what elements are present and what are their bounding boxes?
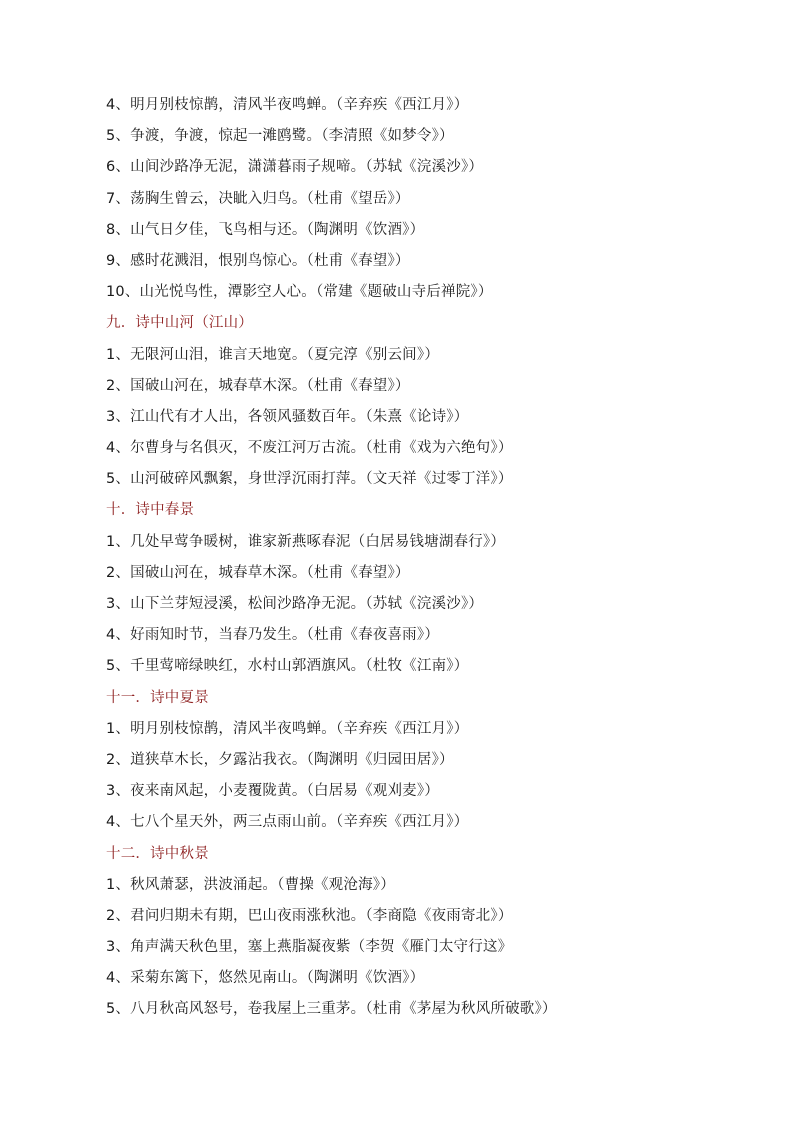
poem-line: 1、几处早莺争暖树，谁家新燕啄春泥（白居易钱塘湖春行》） bbox=[106, 533, 506, 550]
poem-line: 5、山河破碎风飘絮，身世浮沉雨打萍。（文天祥《过零丁洋》） bbox=[106, 471, 513, 488]
section-heading: 九．诗中山河（江山） bbox=[106, 315, 253, 332]
poem-line: 3、角声满天秋色里，塞上燕脂凝夜紫（李贺《雁门太守行这》 bbox=[106, 939, 513, 956]
poem-line: 2、君问归期未有期，巴山夜雨涨秋池。（李商隐《夜雨寄北》） bbox=[106, 907, 513, 924]
poem-section bbox=[106, 683, 766, 839]
poem-line: 6、山间沙路净无泥，潇潇暮雨子规啼。（苏轼《浣溪沙》） bbox=[106, 159, 484, 176]
poem-line: 3、江山代有才人出，各领风骚数百年。（朱熹《论诗》） bbox=[106, 408, 469, 425]
poem-line: 2、道狭草木长，夕露沾我衣。（陶渊明《归园田居》） bbox=[106, 751, 454, 768]
poem-line: 4、七八个星天外，两三点雨山前。（辛弃疾《西江月》） bbox=[106, 814, 469, 831]
poem-line: 9、感时花溅泪，恨别鸟惊心。（杜甫《春望》） bbox=[106, 252, 410, 269]
poem-section bbox=[106, 308, 766, 495]
poem-section bbox=[106, 90, 766, 308]
poem-line: 4、好雨知时节，当春乃发生。（杜甫《春夜喜雨》） bbox=[106, 627, 440, 644]
poem-line: 1、明月别枝惊鹊，清风半夜鸣蝉。（辛弃疾《西江月》） bbox=[106, 720, 469, 737]
poem-line: 1、无限河山泪，谁言天地宽。（夏完淳《别云间》） bbox=[106, 346, 440, 363]
poem-line: 2、国破山河在，城春草木深。（杜甫《春望》） bbox=[106, 377, 410, 394]
poem-line: 1、秋风萧瑟，洪波涌起。（曹操《观沧海》） bbox=[106, 876, 395, 893]
poem-line: 2、国破山河在，城春草木深。（杜甫《春望》） bbox=[106, 564, 410, 581]
section-heading: 十．诗中春景 bbox=[106, 502, 195, 519]
poem-line: 3、山下兰芽短浸溪，松间沙路净无泥。（苏轼《浣溪沙》） bbox=[106, 596, 484, 612]
poem-line: 8、山气日夕佳，飞鸟相与还。（陶渊明《饮酒》） bbox=[106, 221, 425, 238]
poetry-list bbox=[106, 90, 766, 1026]
poem-line: 4、尔曹身与名俱灭，不废江河万古流。（杜甫《戏为六绝句》） bbox=[106, 440, 513, 457]
poem-line: 4、明月别枝惊鹊，清风半夜鸣蝉。（辛弃疾《西江月》） bbox=[106, 97, 469, 113]
poem-line: 3、夜来南风起，小麦覆陇黄。（白居易《观刈麦》） bbox=[106, 783, 440, 800]
poem-line: 10、山光悦鸟性，潭影空人心。（常建《题破山寺后禅院》） bbox=[106, 284, 493, 301]
section-heading: 十二．诗中秋景 bbox=[106, 845, 209, 862]
poem-line: 7、荡胸生曾云，决眦入归鸟。（杜甫《望岳》） bbox=[106, 190, 410, 207]
poem-section bbox=[106, 839, 766, 1026]
poem-line: 4、采菊东篱下，悠然见南山。（陶渊明《饮酒》） bbox=[106, 970, 425, 987]
section-heading: 十一．诗中夏景 bbox=[106, 689, 209, 706]
poem-line: 5、争渡，争渡，惊起一滩鸥鹭。（李清照《如梦令》） bbox=[106, 128, 454, 145]
poem-section bbox=[106, 495, 766, 682]
poem-line: 5、八月秋高风怒号，卷我屋上三重茅。（杜甫《茅屋为秋风所破歌》） bbox=[106, 1001, 557, 1018]
poem-line: 5、千里莺啼绿映红，水村山郭酒旗风。（杜牧《江南》） bbox=[106, 658, 469, 675]
